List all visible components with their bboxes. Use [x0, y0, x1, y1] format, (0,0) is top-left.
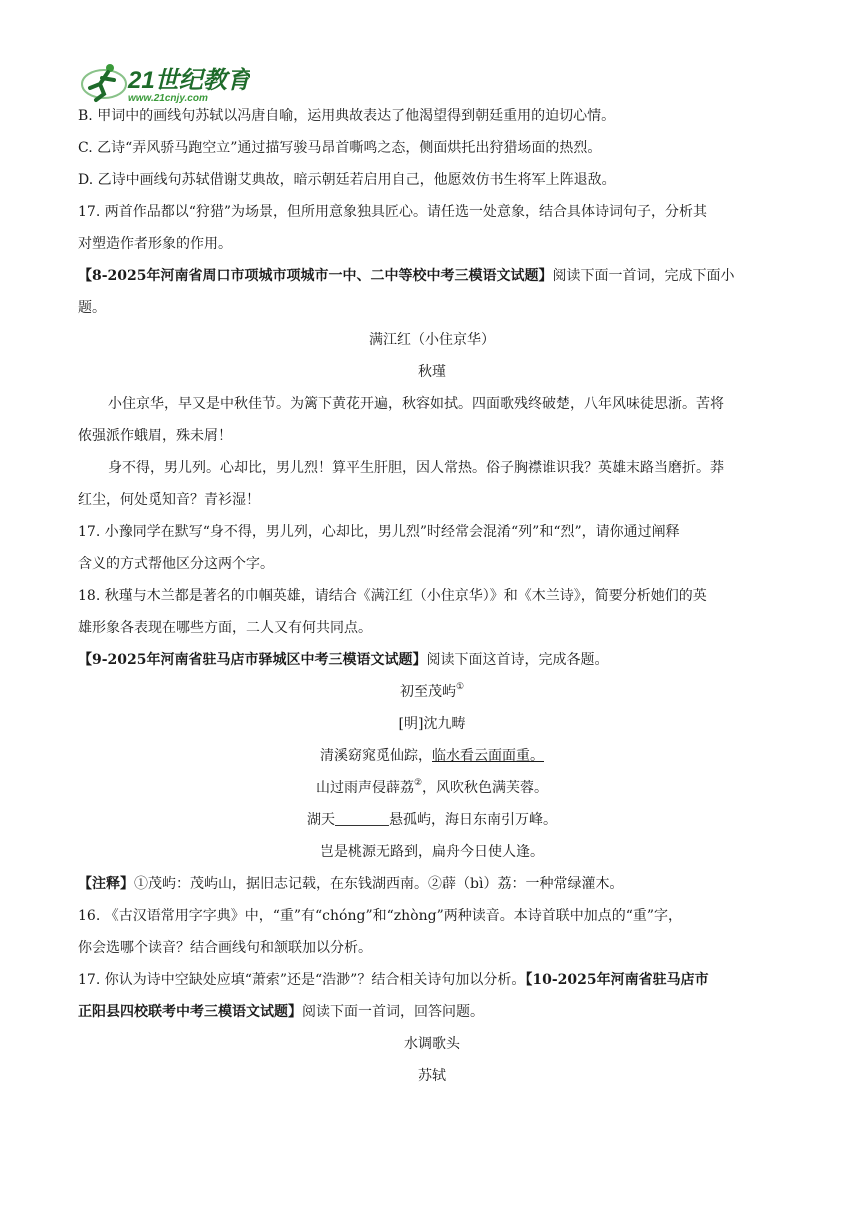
section-10-header: 正阳县四校联考中考三模语文试题】阅读下面一首词，回答问题。 — [78, 1004, 484, 1020]
poem2-title: 初至茂屿① — [399, 682, 465, 700]
section-9-header — [78, 644, 786, 676]
section-10-source-part2: 正阳县四校联考中考三模语文试题】 — [78, 1004, 302, 1020]
question-18-line-2: 雄形象各表现在哪些方面，二人又有何共同点。 — [78, 620, 372, 636]
option-b: B. 甲词中的画线句苏轼以冯唐自喻，运用典故表达了他渴望得到朝廷重用的迫切心情。 — [78, 108, 616, 124]
question-17b-line-2: 含义的方式帮他区分这两个字。 — [78, 556, 274, 572]
poem-title: 满江红（小住京华） — [369, 332, 495, 348]
dotted-character: 重 · — [516, 748, 530, 764]
question-17b-line-1: 17. 小豫同学在默写“身不得，男儿列，心却比，男儿烈”时经常会混淆“列”和“烈”，请你通过阐释 — [78, 524, 680, 540]
poem3-author: 苏轼 — [418, 1068, 446, 1084]
poem2-line-1: 清溪窈窕觅仙踪，临水看云面面重 ·。 — [78, 740, 786, 772]
section-10-source-part1: 【10-2025年河南省驻马店市 — [525, 972, 709, 988]
document-body — [78, 100, 786, 1092]
logo-main-text: 21世纪教育 — [128, 67, 250, 94]
logo-url-text: www.21cnjy.com — [128, 93, 208, 104]
annotation-label: 【注释】 — [78, 876, 134, 892]
section-9-source: 【9-2025年河南省驻马店市驿城区中考三模语文试题】 — [78, 652, 427, 668]
option-c: C. 乙诗“弄风骄马跑空立”通过描写骏马昂首嘶鸣之态，侧面烘托出狩猎场面的热烈。 — [78, 140, 602, 156]
annotation: 【注释】①茂屿：茂屿山，据旧志记载，在东钱湖西南。②薜（bì）荔：一种常绿灌木。 — [78, 876, 624, 892]
footnote-marker-2: ② — [413, 778, 423, 788]
poem-text-1: 小住京华，早又是中秋佳节。为篱下黄花开遍，秋容如拭。四面歌残终破楚，八年风味徒思浙。苦将 — [108, 396, 724, 412]
poem-text-3: 身不得，男儿列。心却比，男儿烈！算平生肝胆，因人常热。俗子胸襟谁识我？英雄末路当磨折。莽 — [108, 460, 724, 476]
logo — [80, 58, 250, 104]
poem-text-2: 侬强派作蛾眉，殊未屑！ — [78, 428, 232, 444]
question-17-line-2: 对塑造作者形象的作用。 — [78, 236, 232, 252]
poem-author: 秋瑾 — [418, 364, 446, 380]
poem-text-4: 红尘，何处觅知音？青衫湿！ — [78, 492, 260, 508]
question-16-line-2: 你会选哪个读音？结合画线句和颔联加以分析。 — [78, 940, 372, 956]
poem2-line-4: 岂是桃源无路到，扁舟今日使人逢。 — [320, 844, 544, 860]
poem2-author: [明]沈九畴 — [398, 716, 466, 732]
footnote-marker-1: ① — [455, 682, 465, 692]
question-17-line-1: 17. 两首作品都以“狩猎”为场景，但所用意象独具匠心。请任选一处意象，结合具体诗词句子，分析其 — [78, 204, 708, 220]
question-16-line-1: 16. 《古汉语常用字字典》中，“重”有“chóng”和“zhòng”两种读音。本诗首联中加点的“重”字， — [78, 908, 683, 924]
section-8-instruction: 阅读下面一首词，完成下面小 — [552, 268, 735, 284]
fill-in-blank — [335, 811, 389, 826]
question-17c-line-1: 17. 你认为诗中空缺处应填“萧索”还是“浩渺”？结合相关诗句加以分析。【10-2025年河南省驻马店市 — [78, 972, 709, 988]
section-8-header — [78, 260, 786, 292]
question-18-line-1: 18. 秋瑾与木兰都是著名的巾帼英雄，请结合《满江红（小住京华）》和《木兰诗》，简要分析她们的英 — [78, 588, 707, 604]
logo-graphic — [80, 58, 250, 104]
option-d: D. 乙诗中画线句苏轼借谢艾典故，暗示朝廷若启用自己，他愿效仿书生将军上阵退敌。 — [78, 172, 616, 188]
poem3-title: 水调歌头 — [404, 1036, 460, 1052]
section-9-instruction: 阅读下面这首诗，完成各题。 — [426, 652, 609, 668]
section-8-source: 【8-2025年河南省周口市项城市项城市一中、二中等校中考三模语文试题】 — [78, 268, 553, 284]
underlined-phrase: 临水看云面面重 ·。 — [432, 748, 544, 764]
section-8-header-cont: 题。 — [78, 300, 106, 316]
poem2-line-3: 湖天 悬孤屿，海日东南引万峰。 — [307, 812, 557, 828]
poem2-line-2: 山过雨声侵薜荔②，风吹秋色满芙蓉。 — [315, 778, 549, 796]
